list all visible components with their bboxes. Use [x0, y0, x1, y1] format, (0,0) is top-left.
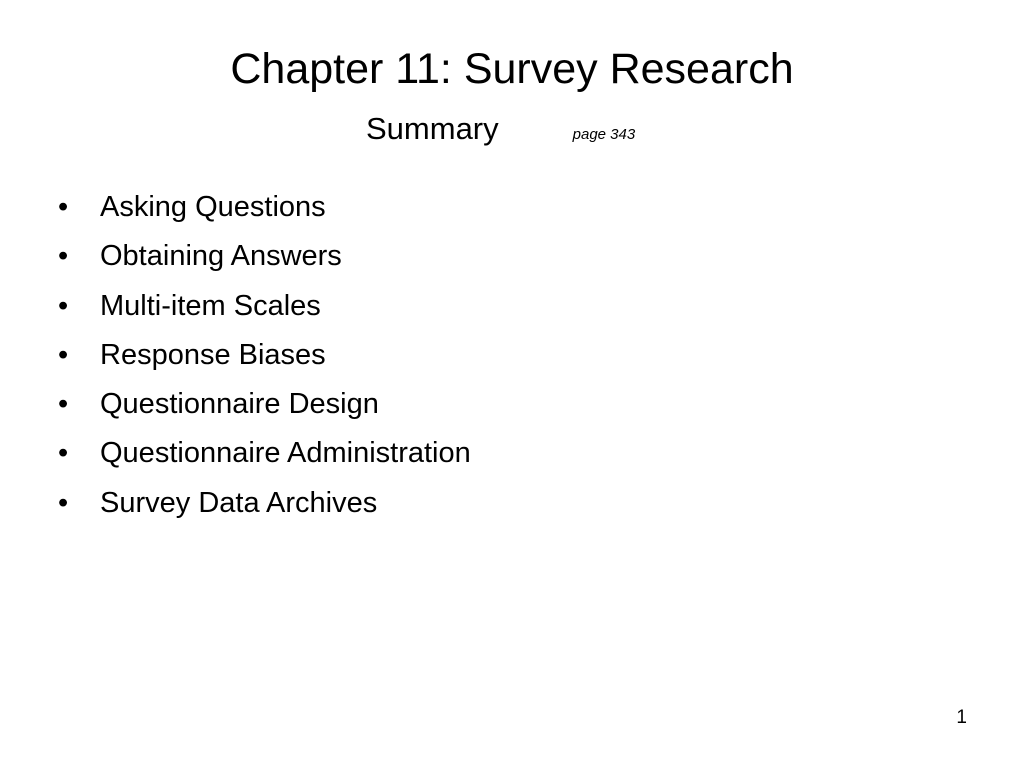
- subtitle-row: [366, 108, 635, 150]
- slide-number: 1: [956, 707, 967, 728]
- bullet-icon: •: [58, 338, 69, 371]
- bullet-item: [58, 429, 471, 478]
- bullet-label: Questionnaire Design: [100, 388, 379, 421]
- bullet-icon: •: [58, 437, 69, 470]
- slide-subtitle: Summary: [366, 111, 499, 146]
- bullet-icon: •: [58, 486, 69, 519]
- slide-title: Chapter 11: Survey Research: [230, 45, 794, 93]
- bullet-icon: •: [58, 289, 69, 322]
- bullet-item: [58, 331, 471, 380]
- bullet-label: Survey Data Archives: [100, 486, 378, 519]
- bullet-label: Response Biases: [100, 338, 326, 371]
- bullet-label: Obtaining Answers: [100, 240, 342, 273]
- bullet-item: [58, 183, 471, 232]
- bullet-list: [58, 183, 471, 528]
- bullet-label: Multi-item Scales: [100, 289, 321, 322]
- bullet-item: [58, 479, 471, 528]
- bullet-label: Asking Questions: [100, 191, 326, 223]
- bullet-label: Questionnaire Administration: [100, 437, 471, 470]
- bullet-icon: •: [58, 388, 69, 421]
- bullet-icon: •: [58, 240, 69, 273]
- bullet-item: [58, 282, 471, 331]
- bullet-item: [58, 380, 471, 429]
- page-reference: page 343: [572, 126, 636, 143]
- bullet-icon: •: [58, 191, 69, 223]
- bullet-item: [58, 232, 471, 281]
